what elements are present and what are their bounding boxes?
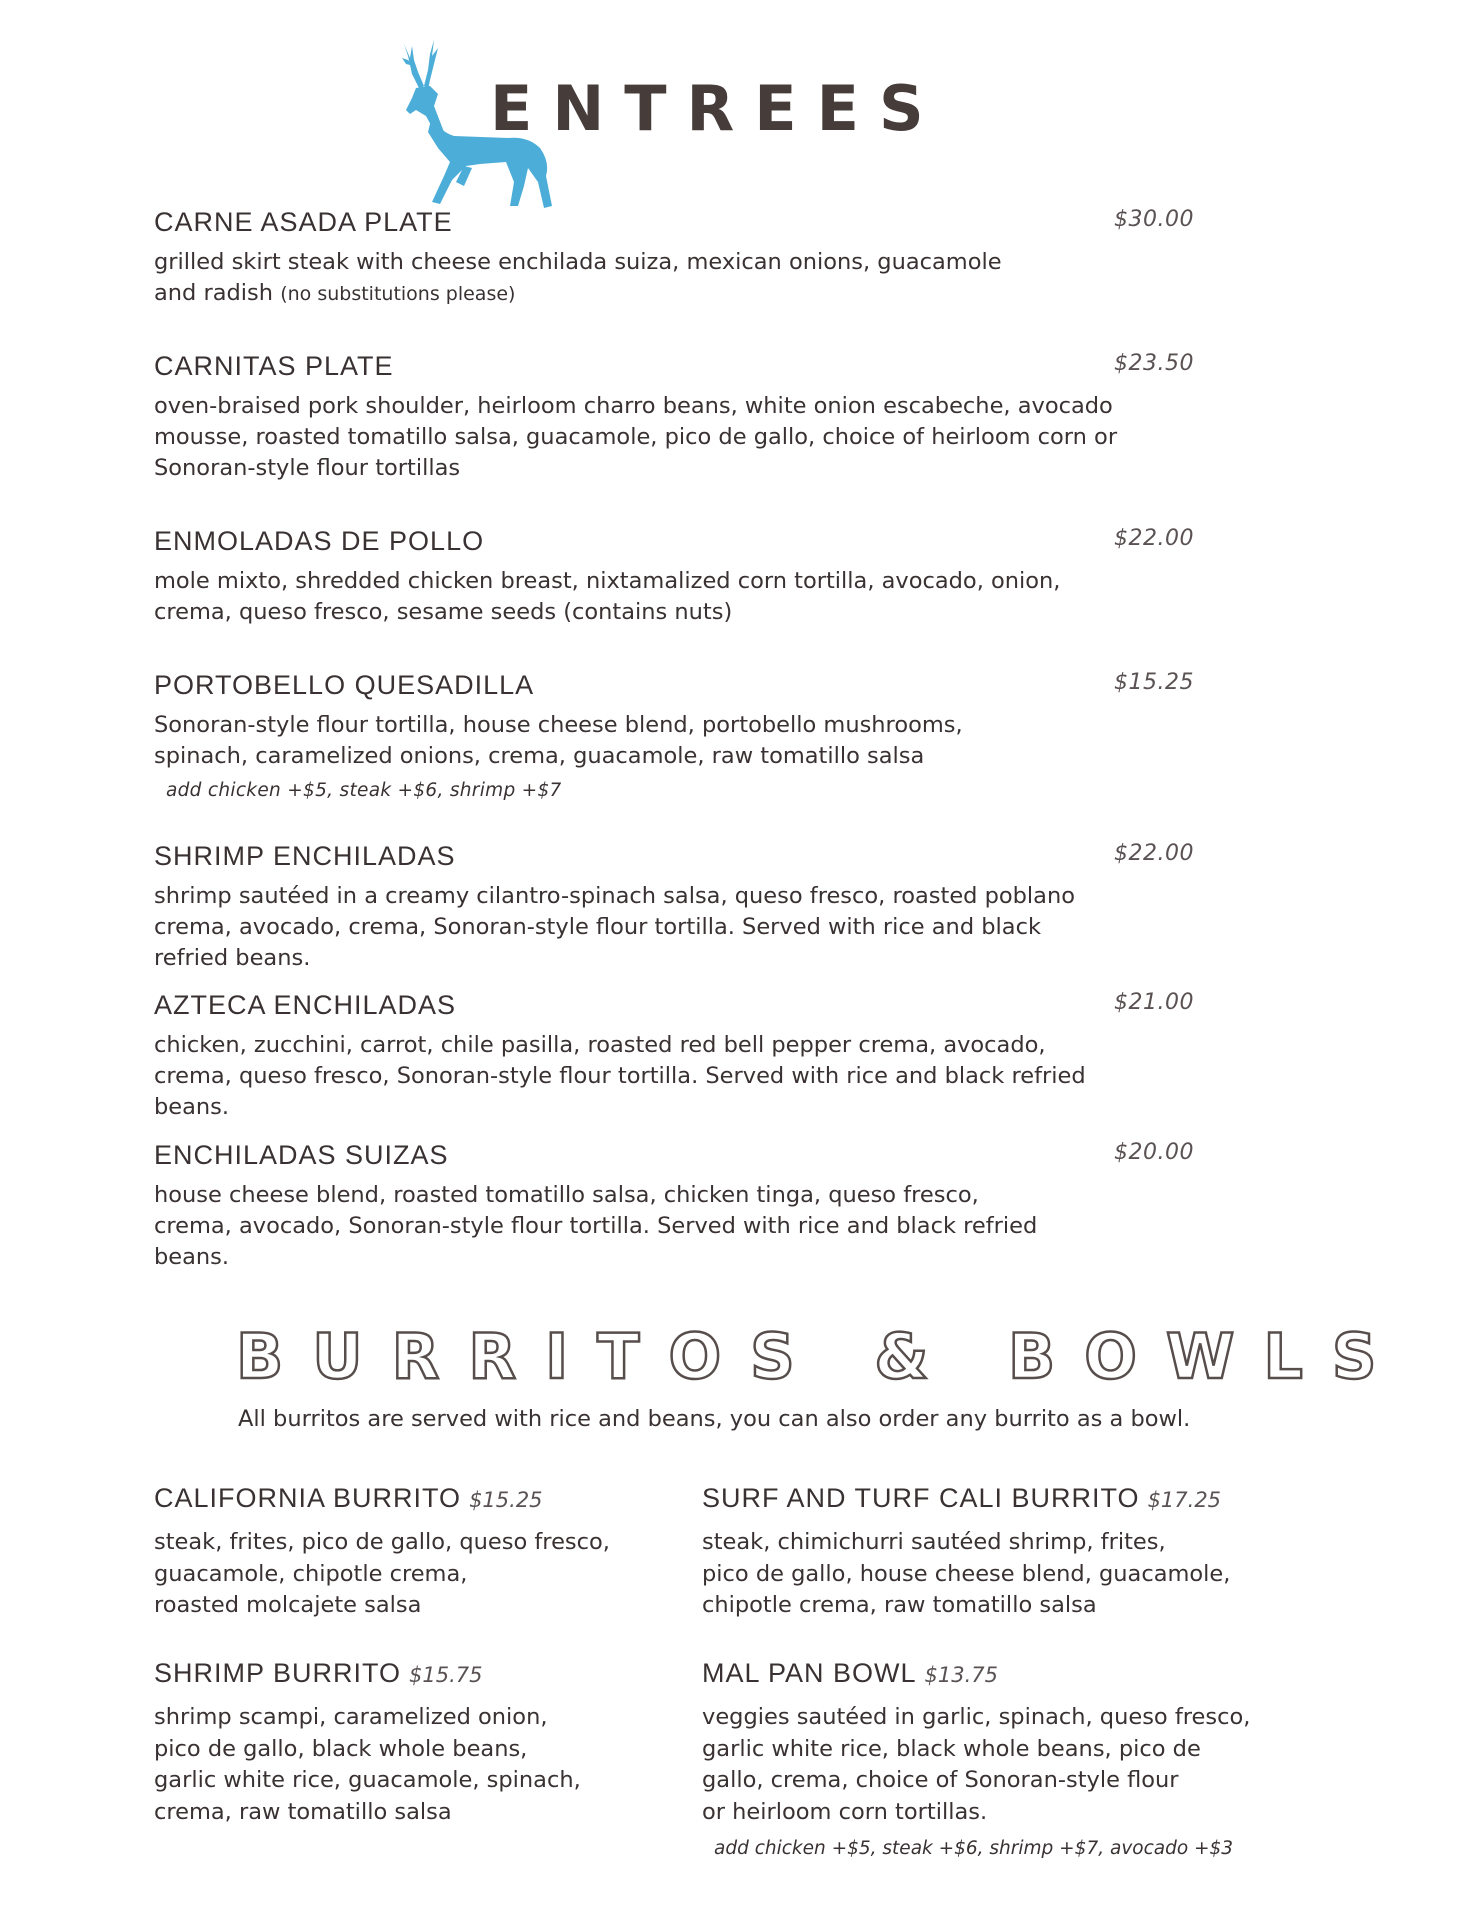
entree-description: shrimp sautéed in a creamy cilantro-spinach salsa, queso fresco, roasted poblano crema, avocado, crema, Sonoran-style flour tortilla. Served with rice and black refried beans. [154,883,1075,971]
entree-price: $15.25 [1114,670,1194,695]
entree-description: Sonoran-style flour tortilla, house cheese blend, portobello mushrooms, spinach, caramelized onions, crema, guacamole, raw tomatillo salsa [154,712,963,769]
burrito-item [154,1481,610,1622]
burrito-name: SHRIMP BURRITO [154,1658,402,1688]
entree-item [154,988,1194,1123]
entree-description-line: and radish [154,280,281,306]
burrito-price: $17.25 [1147,1488,1222,1512]
entree-name: CARNE ASADA PLATE [154,207,453,237]
burrito-description: shrimp scampi, caramelized onion, pico de gallo, black whole beans, garlic white rice, guacamole, spinach, crema, raw tomatillo salsa [154,1704,581,1825]
entree-item [154,349,1194,484]
entree-description-note: (no substitutions please) [280,283,516,305]
entree-price: $21.00 [1114,990,1194,1015]
entree-name: ENMOLADAS DE POLLO [154,526,485,556]
burrito-name: CALIFORNIA BURRITO [154,1483,462,1513]
entree-name: CARNITAS PLATE [154,351,394,381]
burritos-bowls-subtitle: All burritos are served with rice and beans, you can also order any burrito as a bowl. [238,1406,1191,1432]
entree-description: house cheese blend, roasted tomatillo salsa, chicken tinga, queso fresco, crema, avocado, Sonoran-style flour tortilla. Served with rice and black refried beans. [154,1182,1038,1270]
burrito-description: steak, frites, pico de gallo, queso fresco, guacamole, chipotle crema, roasted molcajete salsa [154,1529,610,1618]
burritos-bowls-heading: BURRITOS & BOWLS [236,1320,1406,1393]
burrito-item [702,1656,1250,1859]
burrito-price: $15.75 [409,1663,483,1687]
add-on-note: add chicken +$5, steak +$6, shrimp +$7, avocado +$3 [714,1838,1234,1859]
entree-price: $22.00 [1114,841,1194,866]
entree-description: chicken, zucchini, carrot, chile pasilla, roasted red bell pepper crema, avocado, crema, queso fresco, Sonoran-style flour tortilla. Served with rice and black refried beans. [154,1032,1086,1120]
entree-name: PORTOBELLO QUESADILLA [154,670,535,700]
add-on-note: add chicken +$5, steak +$6, shrimp +$7 [166,780,562,801]
entrees-heading: ENTREES [490,72,944,145]
entree-item [154,205,1194,310]
entree-name: SHRIMP ENCHILADAS [154,841,456,871]
burrito-item [154,1656,581,1828]
entree-description: mole mixto, shredded chicken breast, nixtamalized corn tortilla, avocado, onion, crema, queso fresco, sesame seeds (contains nuts) [154,568,1061,625]
burrito-price: $13.75 [924,1663,999,1687]
burrito-name: MAL PAN BOWL [702,1658,917,1688]
entree-description: oven-braised pork shoulder, heirloom charro beans, white onion escabeche, avocado mousse, roasted tomatillo salsa, guacamole, pico de gallo, choice of heirloom corn or Sonoran-style flour tortillas [154,393,1118,481]
burrito-name: SURF AND TURF CALI BURRITO [702,1483,1140,1513]
entree-description [154,247,1154,310]
burrito-price: $15.25 [469,1488,543,1512]
entree-item [154,668,1194,801]
entree-price: $20.00 [1114,1140,1194,1165]
entree-price: $30.00 [1114,207,1194,232]
burrito-item [702,1481,1230,1622]
burrito-description: steak, chimichurri sautéed shrimp, frites, pico de gallo, house cheese blend, guacamole, chipotle crema, raw tomatillo salsa [702,1529,1231,1618]
entree-item [154,524,1194,628]
entree-item [154,839,1194,974]
entree-price: $23.50 [1114,351,1194,376]
entree-name: ENCHILADAS SUIZAS [154,1140,449,1170]
entree-description-line: grilled skirt steak with cheese enchilada suiza, mexican onions, guacamole [154,249,1002,275]
burrito-description: veggies sautéed in garlic, spinach, queso fresco, garlic white rice, black whole beans, pico de gallo, crema, choice of Sonoran-style flour or heirloom corn tortillas. [702,1704,1251,1825]
entree-name: AZTECA ENCHILADAS [154,990,457,1020]
entree-price: $22.00 [1114,526,1194,551]
entree-item [154,1138,1194,1273]
